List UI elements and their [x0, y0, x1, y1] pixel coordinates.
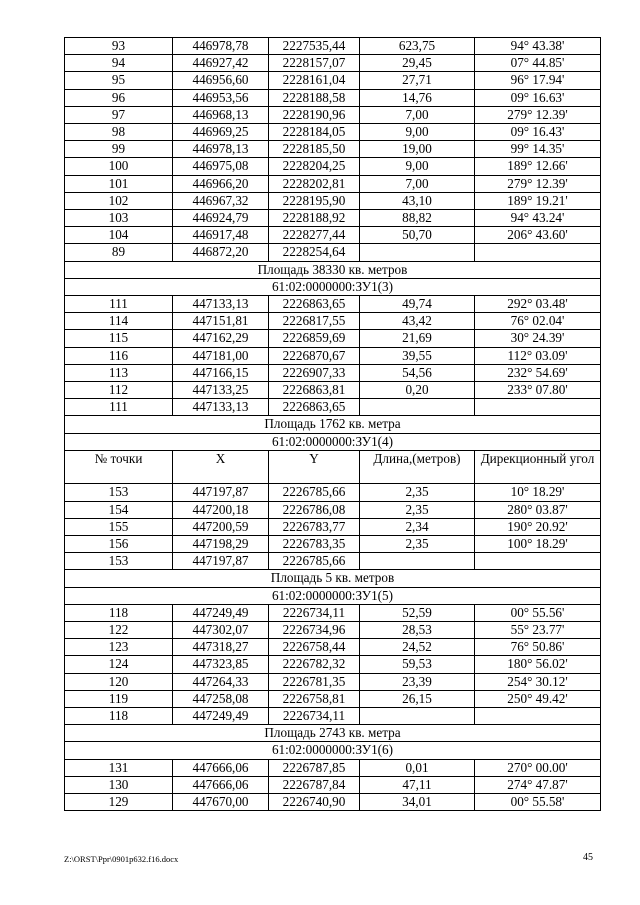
table-cell: 43,10: [360, 192, 475, 209]
table-section-row: [65, 416, 601, 433]
table-cell: 280° 03.87': [475, 501, 601, 518]
table-cell: 21,69: [360, 330, 475, 347]
table-row: [65, 535, 601, 552]
table-cell: [475, 399, 601, 416]
table-cell: 0,20: [360, 382, 475, 399]
table-cell: 09° 16.63': [475, 89, 601, 106]
table-cell: 447258,08: [173, 690, 269, 707]
table-cell: 156: [65, 535, 173, 552]
table-cell: 29,45: [360, 55, 475, 72]
table-cell: 274° 47.87': [475, 776, 601, 793]
table-row: [65, 673, 601, 690]
table-cell: 446872,20: [173, 244, 269, 261]
table-cell: 2226734,96: [269, 622, 360, 639]
table-cell: 623,75: [360, 38, 475, 55]
table-cell: 49,74: [360, 296, 475, 313]
coordinates-table: [64, 37, 601, 811]
table-cell: 447666,06: [173, 759, 269, 776]
table-cell: [360, 244, 475, 261]
table-cell: 2228190,96: [269, 106, 360, 123]
table-cell: 2,35: [360, 535, 475, 552]
table-cell: 446967,32: [173, 192, 269, 209]
table-cell: 446917,48: [173, 227, 269, 244]
table-cell: 10° 18.29': [475, 484, 601, 501]
column-header: Y: [269, 450, 360, 484]
table-row: [65, 244, 601, 261]
table-cell: 2226785,66: [269, 553, 360, 570]
table-row: [65, 210, 601, 227]
table-cell: 2228195,90: [269, 192, 360, 209]
table-cell: 447197,87: [173, 484, 269, 501]
table-cell: 113: [65, 364, 173, 381]
table-cell: 96: [65, 89, 173, 106]
coordinates-table-body: [65, 38, 601, 811]
table-cell: 2228161,04: [269, 72, 360, 89]
table-section-row: [65, 725, 601, 742]
column-header: X: [173, 450, 269, 484]
table-cell: 2226907,33: [269, 364, 360, 381]
table-cell: 2228185,50: [269, 141, 360, 158]
table-cell: 7,00: [360, 175, 475, 192]
table-cell: 447181,00: [173, 347, 269, 364]
table-cell: 9,00: [360, 124, 475, 141]
table-section-row: [65, 742, 601, 759]
table-cell: 100° 18.29': [475, 535, 601, 552]
table-row: [65, 175, 601, 192]
table-row: [65, 776, 601, 793]
table-cell: 59,53: [360, 656, 475, 673]
table-cell: 116: [65, 347, 173, 364]
table-row: [65, 72, 601, 89]
table-cell: [475, 553, 601, 570]
table-cell: 07° 44.85': [475, 55, 601, 72]
table-cell: 76° 02.04': [475, 313, 601, 330]
table-cell: 55° 23.77': [475, 622, 601, 639]
table-row: [65, 708, 601, 725]
table-cell: 94: [65, 55, 173, 72]
table-row: [65, 227, 601, 244]
table-cell: 112: [65, 382, 173, 399]
table-cell: 111: [65, 399, 173, 416]
table-row: [65, 484, 601, 501]
table-cell: 99: [65, 141, 173, 158]
table-cell: 2228184,05: [269, 124, 360, 141]
section-label: Площадь 1762 кв. метра: [65, 416, 601, 433]
table-cell: 153: [65, 553, 173, 570]
table-cell: 250° 49.42': [475, 690, 601, 707]
table-cell: 2226734,11: [269, 708, 360, 725]
table-cell: [475, 244, 601, 261]
table-row: [65, 158, 601, 175]
table-row: [65, 639, 601, 656]
table-cell: 76° 50.86': [475, 639, 601, 656]
table-cell: 447666,06: [173, 776, 269, 793]
table-cell: 2226734,11: [269, 604, 360, 621]
table-cell: 39,55: [360, 347, 475, 364]
table-cell: 2226782,32: [269, 656, 360, 673]
table-cell: 52,59: [360, 604, 475, 621]
table-cell: 446978,78: [173, 38, 269, 55]
table-cell: 446924,79: [173, 210, 269, 227]
table-row: [65, 364, 601, 381]
table-cell: 447302,07: [173, 622, 269, 639]
table-cell: 447200,59: [173, 518, 269, 535]
table-cell: 111: [65, 296, 173, 313]
table-cell: 23,39: [360, 673, 475, 690]
table-cell: 2226783,35: [269, 535, 360, 552]
table-cell: 101: [65, 175, 173, 192]
column-header: № точки: [65, 450, 173, 484]
table-cell: 34,01: [360, 794, 475, 811]
table-cell: 2226859,69: [269, 330, 360, 347]
table-cell: 130: [65, 776, 173, 793]
table-cell: 447249,49: [173, 604, 269, 621]
table-cell: 292° 03.48': [475, 296, 601, 313]
table-cell: 2227535,44: [269, 38, 360, 55]
table-cell: 95: [65, 72, 173, 89]
table-cell: 54,56: [360, 364, 475, 381]
table-cell: 446968,13: [173, 106, 269, 123]
table-cell: 447151,81: [173, 313, 269, 330]
table-cell: 122: [65, 622, 173, 639]
table-cell: 2,35: [360, 501, 475, 518]
table-cell: 2226787,84: [269, 776, 360, 793]
table-section-row: [65, 433, 601, 450]
table-cell: 2226783,77: [269, 518, 360, 535]
table-cell: 19,00: [360, 141, 475, 158]
table-cell: 446975,08: [173, 158, 269, 175]
table-cell: 00° 55.58': [475, 794, 601, 811]
table-cell: 447197,87: [173, 553, 269, 570]
table-cell: 124: [65, 656, 173, 673]
table-row: [65, 399, 601, 416]
table-row: [65, 296, 601, 313]
table-row: [65, 330, 601, 347]
table-cell: 446978,13: [173, 141, 269, 158]
table-cell: 0,01: [360, 759, 475, 776]
table-cell: 09° 16.43': [475, 124, 601, 141]
table-cell: 233° 07.80': [475, 382, 601, 399]
page-number: 45: [583, 852, 593, 863]
table-cell: 28,53: [360, 622, 475, 639]
table-cell: 131: [65, 759, 173, 776]
table-row: [65, 124, 601, 141]
table-cell: 153: [65, 484, 173, 501]
table-cell: 96° 17.94': [475, 72, 601, 89]
table-cell: 2228188,58: [269, 89, 360, 106]
table-row: [65, 106, 601, 123]
section-label: Площадь 2743 кв. метра: [65, 725, 601, 742]
table-cell: 447166,15: [173, 364, 269, 381]
table-cell: 9,00: [360, 158, 475, 175]
table-cell: 447264,33: [173, 673, 269, 690]
table-cell: 30° 24.39': [475, 330, 601, 347]
table-cell: [360, 708, 475, 725]
table-row: [65, 55, 601, 72]
table-cell: 2226758,81: [269, 690, 360, 707]
table-cell: 2226863,65: [269, 399, 360, 416]
table-cell: 270° 00.00': [475, 759, 601, 776]
table-cell: 447133,13: [173, 399, 269, 416]
table-cell: 447198,29: [173, 535, 269, 552]
table-cell: 447133,25: [173, 382, 269, 399]
table-cell: [360, 399, 475, 416]
table-cell: 2228204,25: [269, 158, 360, 175]
table-cell: 2226787,85: [269, 759, 360, 776]
table-cell: 279° 12.39': [475, 106, 601, 123]
column-header: Дирекционный угол: [475, 450, 601, 484]
table-cell: 104: [65, 227, 173, 244]
table-section-row: [65, 587, 601, 604]
table-cell: 180° 56.02': [475, 656, 601, 673]
table-cell: 189° 12.66': [475, 158, 601, 175]
table-cell: 47,11: [360, 776, 475, 793]
table-row: [65, 518, 601, 535]
table-cell: 2226781,35: [269, 673, 360, 690]
table-cell: 118: [65, 708, 173, 725]
table-cell: 129: [65, 794, 173, 811]
table-cell: 94° 43.24': [475, 210, 601, 227]
table-cell: 446966,20: [173, 175, 269, 192]
table-cell: 102: [65, 192, 173, 209]
table-row: [65, 89, 601, 106]
table-cell: 94° 43.38': [475, 38, 601, 55]
table-cell: 446956,60: [173, 72, 269, 89]
table-cell: 2226740,90: [269, 794, 360, 811]
table-cell: 447162,29: [173, 330, 269, 347]
table-row: [65, 141, 601, 158]
table-cell: 119: [65, 690, 173, 707]
section-label: 61:02:0000000:ЗУ1(6): [65, 742, 601, 759]
section-label: Площадь 5 кв. метров: [65, 570, 601, 587]
table-cell: 2226817,55: [269, 313, 360, 330]
table-cell: 447318,27: [173, 639, 269, 656]
table-cell: 97: [65, 106, 173, 123]
table-cell: 112° 03.09': [475, 347, 601, 364]
table-section-row: [65, 570, 601, 587]
table-row: [65, 382, 601, 399]
table-cell: 100: [65, 158, 173, 175]
table-row: [65, 192, 601, 209]
table-cell: 447133,13: [173, 296, 269, 313]
table-cell: 99° 14.35': [475, 141, 601, 158]
table-row: [65, 347, 601, 364]
table-cell: 447200,18: [173, 501, 269, 518]
table-row: [65, 759, 601, 776]
table-cell: 2228157,07: [269, 55, 360, 72]
table-row: [65, 622, 601, 639]
table-cell: 88,82: [360, 210, 475, 227]
table-header-row: [65, 450, 601, 484]
section-label: 61:02:0000000:ЗУ1(5): [65, 587, 601, 604]
table-section-row: [65, 278, 601, 295]
footer-file-path: Z:\ORST\Ppr\0901p632.f16.docx: [64, 854, 179, 864]
table-row: [65, 313, 601, 330]
table-cell: 103: [65, 210, 173, 227]
table-cell: 2226863,65: [269, 296, 360, 313]
table-cell: 115: [65, 330, 173, 347]
table-cell: 446927,42: [173, 55, 269, 72]
table-row: [65, 604, 601, 621]
table-cell: 447323,85: [173, 656, 269, 673]
table-row: [65, 794, 601, 811]
table-cell: 155: [65, 518, 173, 535]
table-cell: [360, 553, 475, 570]
table-cell: 279° 12.39': [475, 175, 601, 192]
table-cell: 2226863,81: [269, 382, 360, 399]
section-label: 61:02:0000000:ЗУ1(4): [65, 433, 601, 450]
table-cell: 24,52: [360, 639, 475, 656]
table-cell: 123: [65, 639, 173, 656]
table-cell: 2228277,44: [269, 227, 360, 244]
table-cell: 00° 55.56': [475, 604, 601, 621]
section-label: Площадь 38330 кв. метров: [65, 261, 601, 278]
table-cell: 2228188,92: [269, 210, 360, 227]
table-cell: 232° 54.69': [475, 364, 601, 381]
table-cell: 14,76: [360, 89, 475, 106]
table-section-row: [65, 261, 601, 278]
table-cell: 2228254,64: [269, 244, 360, 261]
table-cell: 447249,49: [173, 708, 269, 725]
table-cell: 254° 30.12': [475, 673, 601, 690]
table-cell: 120: [65, 673, 173, 690]
table-cell: 446969,25: [173, 124, 269, 141]
column-header: Длина,(метров): [360, 450, 475, 484]
table-cell: 2,34: [360, 518, 475, 535]
table-cell: 2226786,08: [269, 501, 360, 518]
table-row: [65, 690, 601, 707]
table-cell: 98: [65, 124, 173, 141]
table-cell: 190° 20.92': [475, 518, 601, 535]
table-cell: 2,35: [360, 484, 475, 501]
table-cell: 447670,00: [173, 794, 269, 811]
table-cell: 2226870,67: [269, 347, 360, 364]
table-cell: 7,00: [360, 106, 475, 123]
section-label: 61:02:0000000:ЗУ1(3): [65, 278, 601, 295]
table-cell: 27,71: [360, 72, 475, 89]
table-cell: 2226758,44: [269, 639, 360, 656]
table-row: [65, 553, 601, 570]
table-cell: 118: [65, 604, 173, 621]
table-row: [65, 501, 601, 518]
table-cell: [475, 708, 601, 725]
table-cell: 206° 43.60': [475, 227, 601, 244]
table-row: [65, 38, 601, 55]
table-cell: 2228202,81: [269, 175, 360, 192]
table-cell: 114: [65, 313, 173, 330]
table-cell: 26,15: [360, 690, 475, 707]
table-cell: 446953,56: [173, 89, 269, 106]
table-cell: 50,70: [360, 227, 475, 244]
table-cell: 93: [65, 38, 173, 55]
table-cell: 89: [65, 244, 173, 261]
table-cell: 2226785,66: [269, 484, 360, 501]
table-cell: 154: [65, 501, 173, 518]
table-row: [65, 656, 601, 673]
table-cell: 43,42: [360, 313, 475, 330]
table-cell: 189° 19.21': [475, 192, 601, 209]
